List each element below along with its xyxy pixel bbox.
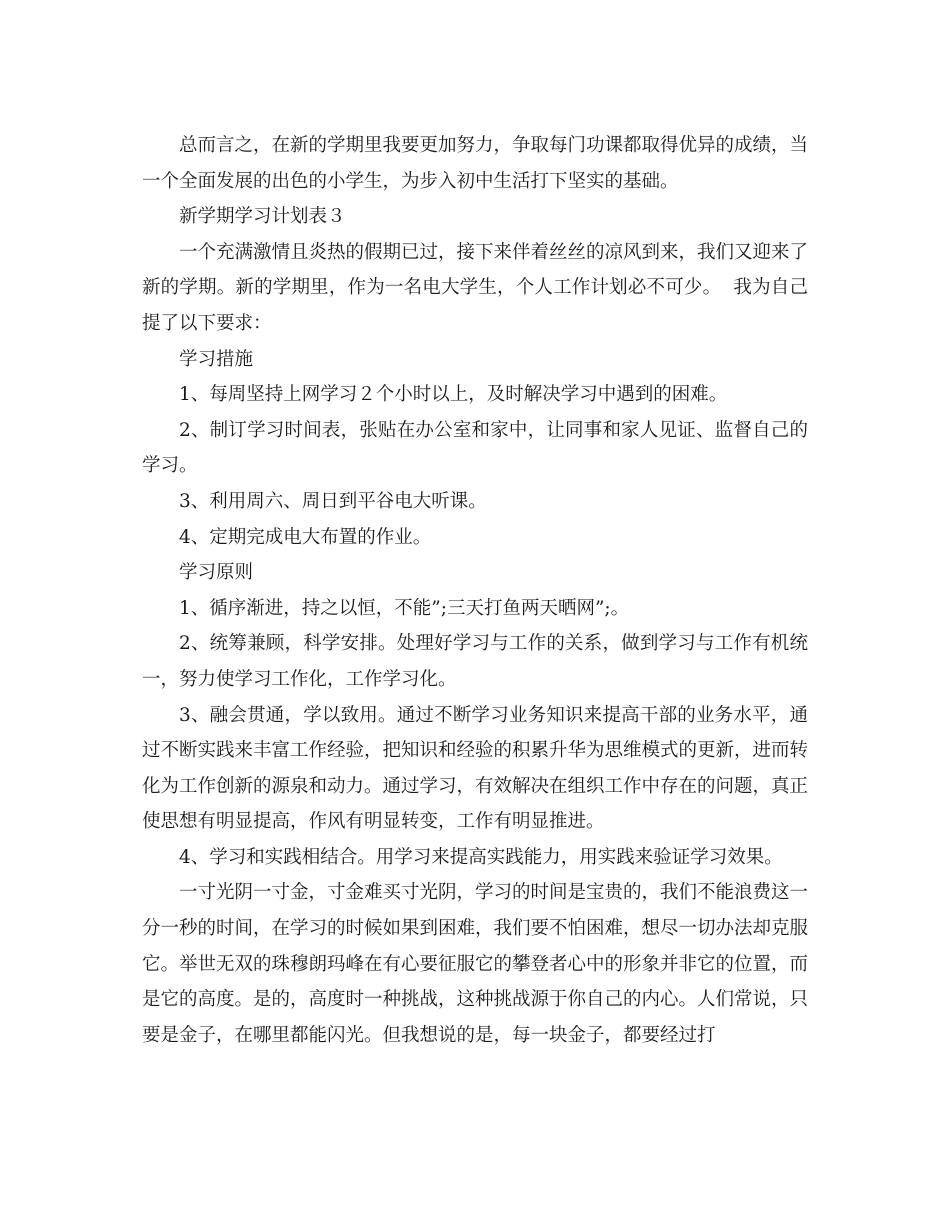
measure-item: 1、每周坚持上网学习２个小时以上，及时解决学习中遇到的困难。	[179, 384, 728, 406]
paragraph-closing: 一寸光阴一寸金，寸金难买寸光阴，学习的时间是宝贵的，我们不能浪费这一分一秒的时间，在学习的时候如果到困难，我们要不怕困难，想尽一切办法却克服它。举世无双的珠穆朗玛峰在有心要征服它的攀登者心中的形象并非它的位置，而是它的高度。是的，高度时一种挑战，这种挑战源于你自己的内心。人们常说，只要是金子，在哪里都能闪光。但我想说的是，每一块金子，都要经过打	[142, 882, 809, 1046]
principle-item: 4、学习和实践相结合。用学习来提高实践能力，用实践来验证学习效果。	[179, 846, 783, 868]
subheading-measures: 学习措施	[179, 348, 254, 370]
section-title: 新学期学习计划表３	[179, 206, 346, 228]
principle-item: 3、融会贯通，学以致用。通过不断学习业务知识来提高干部的业务水平，通过不断实践来丰富工作经验，把知识和经验的积累升华为思维模式的更新，进而转化为工作创新的源泉和动力。通过学习，有效解决在组织工作中存在的问题，真正使思想有明显提高，作风有明显转变，工作有明显推进。	[142, 704, 809, 833]
document-body	[142, 128, 808, 1053]
measure-item: 4、定期完成电大布置的作业。	[179, 526, 432, 548]
measure-item: 3、利用周六、周日到平谷电大听课。	[179, 490, 487, 512]
subheading-principles: 学习原则	[179, 562, 254, 584]
principle-item: 2、统筹兼顾，科学安排。处理好学习与工作的关系，做到学习与工作有机统一，努力使学习工作化，工作学习化。	[142, 633, 808, 690]
paragraph-conclusion: 总而言之，在新的学期里我要更加努力，争取每门功课都取得优异的成绩，当一个全面发展的出色的小学生，为步入初中生活打下坚实的基础。	[142, 135, 809, 192]
principle-item: 1、循序渐进，持之以恒，不能”;三天打鱼两天晒网”;。	[179, 597, 630, 619]
measure-item: 2、制订学习时间表，张贴在办公室和家中，让同事和家人见证、监督自己的学习。	[142, 419, 808, 477]
paragraph-intro: 一个充满激情且炎热的假期已过，接下来伴着丝丝的凉风到来，我们又迎来了新的学期。新的学期里，作为一名电大学生，个人工作计划必不可少。 我为自己提了以下要求：	[142, 241, 809, 334]
